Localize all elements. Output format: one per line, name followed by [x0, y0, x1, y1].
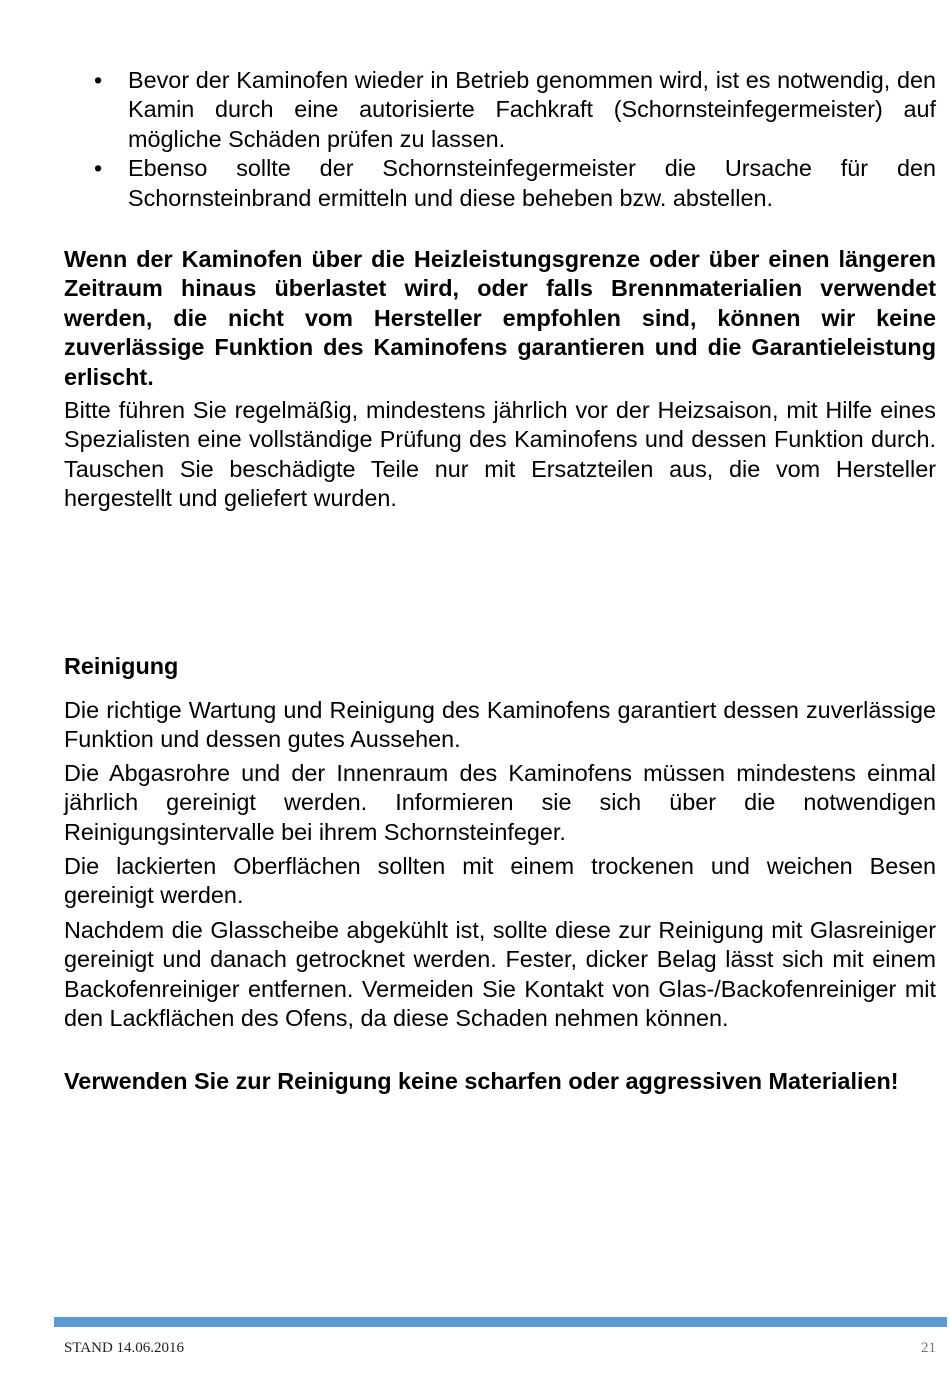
paragraph: Die richtige Wartung und Reinigung des Kaminofens garantiert dessen zuverlässige Funktion und dessen gutes Aussehen.	[64, 697, 936, 753]
cleaning-warning: Verwenden Sie zur Reinigung keine scharfen oder aggressiven Materialien!	[64, 1068, 899, 1094]
paragraph: Die Abgasrohre und der Innenraum des Kaminofens müssen mindestens einmal jährlich gereinigt werden. Informieren sie sich über die notwendigen Reinigungsintervalle bei ihrem Schornsteinfeger.	[64, 760, 936, 845]
paragraph: Die lackierten Oberflächen sollten mit einem trockenen und weichen Besen gereinigt werden.	[64, 853, 936, 909]
list-item: • Ebenso sollte der Schornsteinfegermeister die Ursache für den Schornsteinbrand ermitteln und diese beheben bzw. abstellen.	[94, 155, 936, 211]
bullet-icon: •	[94, 155, 103, 182]
section-heading: Reinigung	[64, 653, 179, 679]
bullet-icon: •	[94, 67, 103, 93]
footer-bar	[54, 1317, 947, 1327]
warning-paragraph: Wenn der Kaminofen über die Heizleistungsgrenze oder über einen längeren Zeitraum hinaus überlastet wird, oder falls Brennmaterialien verwendet werden, die nicht vom Hersteller empfohlen sind, können wir keine zuverlässige Funktion des Kaminofens garantieren und die Garantieleistung erlischt.	[64, 246, 936, 390]
bullet-list	[64, 66, 936, 213]
paragraph: Nachdem die Glasscheibe abgekühlt ist, sollte diese zur Reinigung mit Glasreiniger gereinigt und danach getrocknet werden. Fester, dicker Belag lässt sich mit einem Backofenreiniger entfernen. Vermeiden Sie Kontakt von Glas-/Backofenreiniger mit den Lackflächen des Ofens, da diese Schaden nehmen können.	[64, 917, 936, 1032]
inspection-paragraph: Bitte führen Sie regelmäßig, mindestens jährlich vor der Heizsaison, mit Hilfe eines Spezialisten eine vollständige Prüfung des Kaminofens und dessen Funktion durch. Tauschen Sie beschädigte Teile nur mit Ersatzteilen aus, die vom Hersteller hergestellt und geliefert wurden.	[64, 397, 936, 512]
page-number: 21	[921, 1340, 936, 1356]
footer-date: STAND 14.06.2016	[64, 1340, 185, 1356]
list-item: • Bevor der Kaminofen wieder in Betrieb genommen wird, ist es notwendig, den Kamin durch eine autorisierte Fachkraft (Schornsteinfegermeister) auf mögliche Schäden prüfen zu lassen.	[94, 67, 936, 152]
